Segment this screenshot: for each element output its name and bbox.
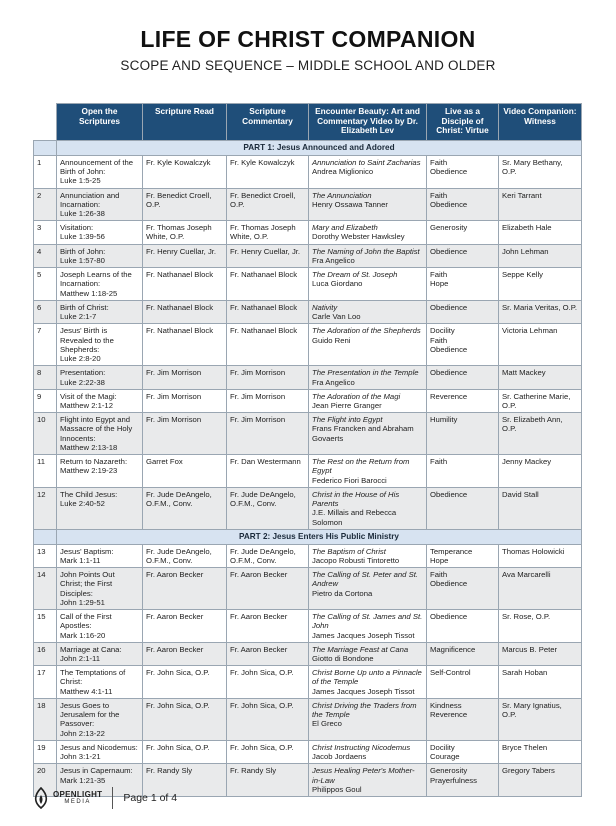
virtue-line: Obedience	[430, 246, 468, 256]
scripture-passage	[57, 666, 143, 699]
section-header-row	[34, 529, 582, 544]
witness: Sr. Mary Bethany, O.P.	[499, 155, 582, 188]
artwork-artist: Jacob Jordaens	[312, 752, 367, 762]
scripture-passage-line: Matthew 2:19-23	[60, 466, 118, 476]
scripture-passage	[57, 698, 143, 740]
virtue-line: Obedience	[430, 489, 468, 499]
scripture-commentator: Fr. John Sica, O.P.	[227, 666, 309, 699]
scripture-commentator: Fr. Nathanael Block	[227, 324, 309, 366]
table-row	[34, 366, 582, 389]
table-header-row	[34, 104, 582, 141]
scripture-passage-line: Visit of the Magi:	[60, 391, 117, 401]
scope-sequence-table	[33, 103, 582, 797]
scripture-commentator: Fr. Nathanael Block	[227, 300, 309, 323]
scripture-commentator: Fr. Dan Westermann	[227, 455, 309, 488]
scripture-passage-line: Mark 1:1-11	[60, 555, 101, 565]
scripture-reader: Fr. Nathanael Block	[143, 324, 227, 366]
header-scripture-read: Scripture Read	[143, 104, 227, 141]
scripture-passage-line: Jesus in Capernaum:	[60, 766, 133, 776]
scripture-passage-line: Luke 1:39-56	[60, 232, 105, 242]
artwork-title: Mary and Elizabeth	[312, 223, 378, 233]
virtue	[427, 221, 499, 244]
virtue	[427, 366, 499, 389]
scripture-passage-line: Luke 2:8-20	[60, 354, 101, 364]
virtue-line: Obedience	[430, 344, 468, 354]
virtue-line: Faith	[430, 157, 448, 167]
artwork-cell	[309, 268, 427, 301]
scripture-passage	[57, 188, 143, 221]
artwork-artist: Carle Van Loo	[312, 312, 361, 322]
virtue-line: Obedience	[430, 368, 468, 378]
section-number-cell	[34, 141, 57, 156]
witness: Sr. Maria Veritas, O.P.	[499, 300, 582, 323]
scripture-passage-line: Presentation:	[60, 368, 106, 378]
virtue-line: Reverence	[430, 391, 468, 401]
scripture-passage-line: Luke 2:22-38	[60, 377, 105, 387]
scripture-reader: Fr. Thomas Joseph White, O.P.	[143, 221, 227, 244]
artwork-title: Jesus Healing Peter's Mother-in-Law	[312, 766, 415, 785]
virtue	[427, 324, 499, 366]
artwork-title: The Baptism of Christ	[312, 546, 386, 556]
scripture-passage	[57, 366, 143, 389]
scripture-passage-line: Jesus' Birth is Revealed to the Shepherds:	[60, 326, 114, 354]
virtue	[427, 544, 499, 567]
scripture-passage-line: Announcement of the Birth of John:	[60, 157, 134, 177]
row-number: 16	[34, 642, 57, 665]
scripture-passage-line: Birth of Christ:	[60, 302, 109, 312]
scripture-commentator: Fr. Jim Morrison	[227, 389, 309, 412]
virtue-line: Faith	[430, 570, 448, 580]
artwork-artist: Philippos Goul	[312, 784, 362, 794]
scripture-passage-line: The Temptations of Christ:	[60, 668, 126, 687]
artwork-artist: James Jacques Joseph Tissot	[312, 686, 415, 696]
row-number: 19	[34, 740, 57, 763]
virtue-line: Obedience	[430, 167, 468, 177]
artwork-title: The Annunciation	[312, 190, 372, 200]
scripture-passage	[57, 244, 143, 267]
virtue-line: Obedience	[430, 579, 468, 589]
virtue	[427, 642, 499, 665]
table-row	[34, 544, 582, 567]
scripture-passage-line: Luke 2:1-7	[60, 312, 97, 322]
witness: Sarah Hoban	[499, 666, 582, 699]
virtue	[427, 764, 499, 797]
artwork-cell	[309, 642, 427, 665]
artwork-title: Christ Instructing Nicodemus	[312, 742, 411, 752]
virtue-line: Docility	[430, 326, 455, 336]
table-row	[34, 487, 582, 529]
scripture-reader: Fr. Benedict Croell, O.P.	[143, 188, 227, 221]
witness: David Stall	[499, 487, 582, 529]
scripture-passage-line: Flight into Egypt and Massacre of the Holy Innocents:	[60, 415, 133, 443]
scripture-reader: Fr. Henry Cuellar, Jr.	[143, 244, 227, 267]
header-encounter-beauty: Encounter Beauty: Art and Commentary Video by Dr. Elizabeth Lev	[309, 104, 427, 141]
virtue	[427, 268, 499, 301]
table-row	[34, 300, 582, 323]
artwork-artist: Guido Reni	[312, 335, 351, 345]
table-row	[34, 268, 582, 301]
artwork-title: The Rest on the Return from Egypt	[312, 457, 410, 476]
header-virtue: Live as a Disciple of Christ: Virtue	[427, 104, 499, 141]
table-row	[34, 698, 582, 740]
artwork-cell	[309, 221, 427, 244]
virtue	[427, 698, 499, 740]
scripture-passage	[57, 568, 143, 610]
virtue-line: Hope	[430, 279, 449, 289]
scripture-commentator: Fr. Aaron Becker	[227, 568, 309, 610]
artwork-cell	[309, 568, 427, 610]
artwork-cell	[309, 740, 427, 763]
artwork-title: Nativity	[312, 302, 338, 312]
artwork-cell	[309, 698, 427, 740]
table-row	[34, 413, 582, 455]
scripture-reader: Fr. Nathanael Block	[143, 268, 227, 301]
table-row	[34, 244, 582, 267]
virtue	[427, 244, 499, 267]
virtue-line: Generosity	[430, 223, 468, 233]
virtue	[427, 740, 499, 763]
scripture-passage-line: Call of the First Apostles:	[60, 612, 112, 631]
scripture-passage-line: Birth of John:	[60, 246, 106, 256]
artwork-cell	[309, 455, 427, 488]
artwork-artist: Giotto di Bondone	[312, 654, 374, 663]
row-number: 18	[34, 698, 57, 740]
witness: Keri Tarrant	[499, 188, 582, 221]
artwork-cell	[309, 188, 427, 221]
artwork-title: Christ Borne Up unto a Pinnacle of the Temple	[312, 668, 422, 687]
artwork-title: The Naming of John the Baptist	[312, 246, 420, 256]
scripture-passage-line: Luke 2:40-52	[60, 499, 105, 509]
table-row	[34, 221, 582, 244]
scripture-passage-line: Joseph Learns of the Incarnation:	[60, 270, 132, 289]
artwork-artist: Pietro da Cortona	[312, 588, 373, 598]
scripture-passage	[57, 487, 143, 529]
artwork-title: The Adoration of the Magi	[312, 391, 401, 401]
witness: Jenny Mackey	[499, 455, 582, 488]
scripture-passage-line: John 2:1-11	[60, 654, 101, 663]
witness: John Lehman	[499, 244, 582, 267]
scripture-passage-line: Matthew 4:1-11	[60, 686, 113, 696]
virtue	[427, 487, 499, 529]
virtue	[427, 413, 499, 455]
virtue-line: Hope	[430, 555, 449, 565]
scripture-reader: Fr. John Sica, O.P.	[143, 698, 227, 740]
scripture-passage-line: The Child Jesus:	[60, 489, 118, 499]
scripture-commentator: Fr. Jim Morrison	[227, 366, 309, 389]
scripture-reader: Fr. Aaron Becker	[143, 642, 227, 665]
virtue-line: Courage	[430, 752, 460, 762]
artwork-cell	[309, 244, 427, 267]
virtue-line: Faith	[430, 270, 448, 280]
scripture-passage-line: Jesus' Baptism:	[60, 546, 114, 556]
table-row	[34, 610, 582, 643]
artwork-cell	[309, 544, 427, 567]
row-number: 8	[34, 366, 57, 389]
artwork-cell	[309, 666, 427, 699]
artwork-cell	[309, 610, 427, 643]
scripture-passage-line: John 3:1-21	[60, 752, 101, 762]
scripture-reader: Fr. Jim Morrison	[143, 413, 227, 455]
row-number: 11	[34, 455, 57, 488]
artwork-artist: Luca Giordano	[312, 279, 363, 289]
artwork-artist: J.E. Millais and Rebecca Solomon	[312, 508, 397, 527]
artwork-artist: Fra Angelico	[312, 255, 355, 265]
scripture-commentator: Fr. John Sica, O.P.	[227, 698, 309, 740]
row-number: 9	[34, 389, 57, 412]
artwork-title: The Adoration of the Shepherds	[312, 326, 421, 336]
scripture-passage-line: Luke 1:26-38	[60, 209, 105, 219]
artwork-cell	[309, 366, 427, 389]
virtue-line: Docility	[430, 742, 455, 752]
row-number: 7	[34, 324, 57, 366]
section-title: PART 2: Jesus Enters His Public Ministry	[57, 529, 582, 544]
artwork-cell	[309, 155, 427, 188]
artwork-title: Christ Driving the Traders from the Temple	[312, 700, 417, 720]
scripture-passage-line: Luke 1:5-25	[60, 176, 101, 186]
virtue-line: Kindness	[430, 700, 462, 710]
scripture-reader: Fr. Randy Sly	[143, 764, 227, 797]
scripture-commentator: Fr. Henry Cuellar, Jr.	[227, 244, 309, 267]
scripture-reader: Fr. Aaron Becker	[143, 610, 227, 643]
row-number: 5	[34, 268, 57, 301]
header-scripture-commentary: Scripture Commentary	[227, 104, 309, 141]
table-row	[34, 642, 582, 665]
table-row	[34, 455, 582, 488]
table-row	[34, 389, 582, 412]
section-title: PART 1: Jesus Announced and Adored	[57, 141, 582, 156]
table-row	[34, 666, 582, 699]
virtue-line: Generosity	[430, 766, 468, 776]
scripture-passage	[57, 413, 143, 455]
row-number: 20	[34, 764, 57, 797]
virtue-line: Faith	[430, 335, 448, 345]
artwork-artist: Henry Ossawa Tanner	[312, 199, 388, 209]
table-row	[34, 568, 582, 610]
scripture-commentator: Fr. Jim Morrison	[227, 413, 309, 455]
scripture-passage	[57, 300, 143, 323]
row-number: 12	[34, 487, 57, 529]
artwork-artist: Frans Francken and Abraham Govaerts	[312, 424, 414, 443]
header-witness: Video Companion: Witness	[499, 104, 582, 141]
artwork-artist: Fra Angelico	[312, 377, 355, 387]
row-number: 6	[34, 300, 57, 323]
scripture-passage	[57, 221, 143, 244]
openlight-logo: OPENLIGHT MEDIA	[53, 790, 103, 805]
artwork-cell	[309, 389, 427, 412]
artwork-artist: James Jacques Joseph Tissot	[312, 630, 415, 640]
artwork-title: Annunciation to Saint Zacharias	[312, 157, 421, 167]
row-number: 4	[34, 244, 57, 267]
scripture-reader: Fr. Kyle Kowalczyk	[143, 155, 227, 188]
virtue-line: Magnificence	[430, 644, 476, 654]
witness: Matt Mackey	[499, 366, 582, 389]
scripture-passage-line: John 2:13-22	[60, 728, 105, 738]
artwork-artist: Jacopo Robusti Tintoretto	[312, 555, 400, 565]
scripture-reader: Fr. Aaron Becker	[143, 568, 227, 610]
row-number: 14	[34, 568, 57, 610]
artwork-artist: Andrea Miglionico	[312, 167, 374, 177]
footer-divider	[112, 787, 113, 809]
scripture-reader: Fr. Jude DeAngelo, O.F.M., Conv.	[143, 487, 227, 529]
scripture-commentator: Fr. Aaron Becker	[227, 610, 309, 643]
virtue-line: Temperance	[430, 546, 473, 556]
scripture-passage-line: Return to Nazareth:	[60, 457, 128, 467]
artwork-cell	[309, 300, 427, 323]
row-number: 3	[34, 221, 57, 244]
virtue-line: Faith	[430, 457, 448, 467]
row-number: 10	[34, 413, 57, 455]
scripture-passage-line: Visitation:	[60, 223, 94, 233]
scripture-commentator: Fr. Kyle Kowalczyk	[227, 155, 309, 188]
artwork-artist: El Greco	[312, 719, 342, 729]
virtue-line: Faith	[430, 190, 448, 200]
virtue	[427, 666, 499, 699]
table-row	[34, 324, 582, 366]
witness: Sr. Rose, O.P.	[499, 610, 582, 643]
scripture-passage-line: Mark 1:16-20	[60, 630, 106, 640]
row-number: 17	[34, 666, 57, 699]
virtue-line: Self-Control	[430, 668, 471, 678]
row-number: 13	[34, 544, 57, 567]
witness: Bryce Thelen	[499, 740, 582, 763]
scripture-passage-line: Matthew 1:18-25	[60, 288, 118, 298]
scripture-passage	[57, 610, 143, 643]
scripture-passage-line: Matthew 2:1-12	[60, 401, 113, 410]
virtue-line: Obedience	[430, 302, 468, 312]
openlight-flame-icon	[33, 787, 49, 809]
artwork-cell	[309, 413, 427, 455]
header-open-scriptures: Open the Scriptures	[57, 104, 143, 141]
scripture-passage	[57, 740, 143, 763]
scripture-commentator: Fr. Nathanael Block	[227, 268, 309, 301]
witness: Elizabeth Hale	[499, 221, 582, 244]
witness: Seppe Kelly	[499, 268, 582, 301]
artwork-artist: Jean Pierre Granger	[312, 401, 382, 410]
scripture-passage-line: John 1:29-51	[60, 597, 105, 607]
scripture-commentator: Fr. Jude DeAngelo, O.F.M., Conv.	[227, 487, 309, 529]
virtue-line: Obedience	[430, 612, 468, 622]
scripture-passage	[57, 455, 143, 488]
scripture-passage-line: Matthew 2:13-18	[60, 442, 118, 452]
scripture-reader: Fr. Jim Morrison	[143, 389, 227, 412]
scripture-passage	[57, 324, 143, 366]
row-number: 2	[34, 188, 57, 221]
virtue-line: Prayerfulness	[430, 775, 477, 785]
section-header-row	[34, 141, 582, 156]
row-number: 1	[34, 155, 57, 188]
witness: Sr. Catherine Marie, O.P.	[499, 389, 582, 412]
table-row	[34, 155, 582, 188]
scripture-commentator: Fr. John Sica, O.P.	[227, 740, 309, 763]
scripture-passage	[57, 268, 143, 301]
virtue	[427, 155, 499, 188]
artwork-title: The Marriage Feast at Cana	[312, 644, 409, 654]
virtue-line: Obedience	[430, 199, 468, 209]
witness: Ava Marcarelli	[499, 568, 582, 610]
scripture-passage-line: John Points Out Christ; the First Disciples:	[60, 570, 115, 598]
scripture-commentator: Fr. Jude DeAngelo, O.F.M., Conv.	[227, 544, 309, 567]
scripture-commentator: Fr. Randy Sly	[227, 764, 309, 797]
virtue	[427, 389, 499, 412]
scripture-reader: Garret Fox	[143, 455, 227, 488]
artwork-title: The Flight into Egypt	[312, 415, 383, 425]
header-number-blank	[34, 104, 57, 141]
page-footer	[33, 783, 177, 813]
scripture-commentator: Fr. Aaron Becker	[227, 642, 309, 665]
witness: Gregory Tabers	[499, 764, 582, 797]
virtue	[427, 568, 499, 610]
row-number: 15	[34, 610, 57, 643]
witness: Sr. Elizabeth Ann, O.P.	[499, 413, 582, 455]
artwork-title: The Dream of St. Joseph	[312, 270, 398, 280]
witness: Thomas Holowicki	[499, 544, 582, 567]
table-body	[34, 141, 582, 797]
page-subtitle: SCOPE AND SEQUENCE – MIDDLE SCHOOL AND OLDER	[120, 58, 496, 73]
artwork-cell	[309, 324, 427, 366]
artwork-title: Christ in the House of His Parents	[312, 489, 400, 509]
scripture-passage-line: Marriage at Cana:	[60, 644, 122, 654]
artwork-cell	[309, 487, 427, 529]
artwork-cell	[309, 764, 427, 797]
virtue	[427, 300, 499, 323]
virtue-line: Reverence	[430, 710, 468, 720]
section-number-cell	[34, 529, 57, 544]
witness: Victoria Lehman	[499, 324, 582, 366]
scripture-passage-line: Annunciation and Incarnation:	[60, 190, 120, 209]
scripture-reader: Fr. John Sica, O.P.	[143, 666, 227, 699]
scripture-passage-line: Jesus and Nicodemus:	[60, 742, 138, 752]
scripture-commentator: Fr. Thomas Joseph White, O.P.	[227, 221, 309, 244]
scripture-passage	[57, 544, 143, 567]
artwork-title: The Calling of St. Peter and St. Andrew	[312, 570, 418, 589]
scripture-passage-line: Mark 1:21-35	[60, 775, 106, 785]
virtue	[427, 188, 499, 221]
scripture-passage	[57, 642, 143, 665]
virtue-line: Humility	[430, 415, 458, 425]
scripture-reader: Fr. Jim Morrison	[143, 366, 227, 389]
page-number: Page 1 of 4	[123, 792, 178, 804]
scripture-passage	[57, 389, 143, 412]
scripture-commentator: Fr. Benedict Croell, O.P.	[227, 188, 309, 221]
witness: Marcus B. Peter	[499, 642, 582, 665]
witness: Sr. Mary Ignatius, O.P.	[499, 698, 582, 740]
table-row	[34, 740, 582, 763]
artwork-artist: Federico Fiori Barocci	[312, 475, 387, 485]
artwork-artist: Dorothy Webster Hawksley	[312, 232, 405, 242]
artwork-title: The Presentation in the Temple	[312, 368, 419, 378]
scripture-reader: Fr. John Sica, O.P.	[143, 740, 227, 763]
scripture-reader: Fr. Nathanael Block	[143, 300, 227, 323]
page-title: LIFE OF CHRIST COMPANION	[140, 26, 476, 52]
scripture-passage-line: Jesus Goes to Jerusalem for the Passover:	[60, 700, 120, 729]
scripture-passage-line: Luke 1:57-80	[60, 255, 105, 265]
artwork-title: The Calling of St. James and St. John	[312, 612, 423, 631]
virtue	[427, 455, 499, 488]
scripture-reader: Fr. Jude DeAngelo, O.F.M., Conv.	[143, 544, 227, 567]
table-row	[34, 188, 582, 221]
virtue	[427, 610, 499, 643]
scripture-passage	[57, 155, 143, 188]
